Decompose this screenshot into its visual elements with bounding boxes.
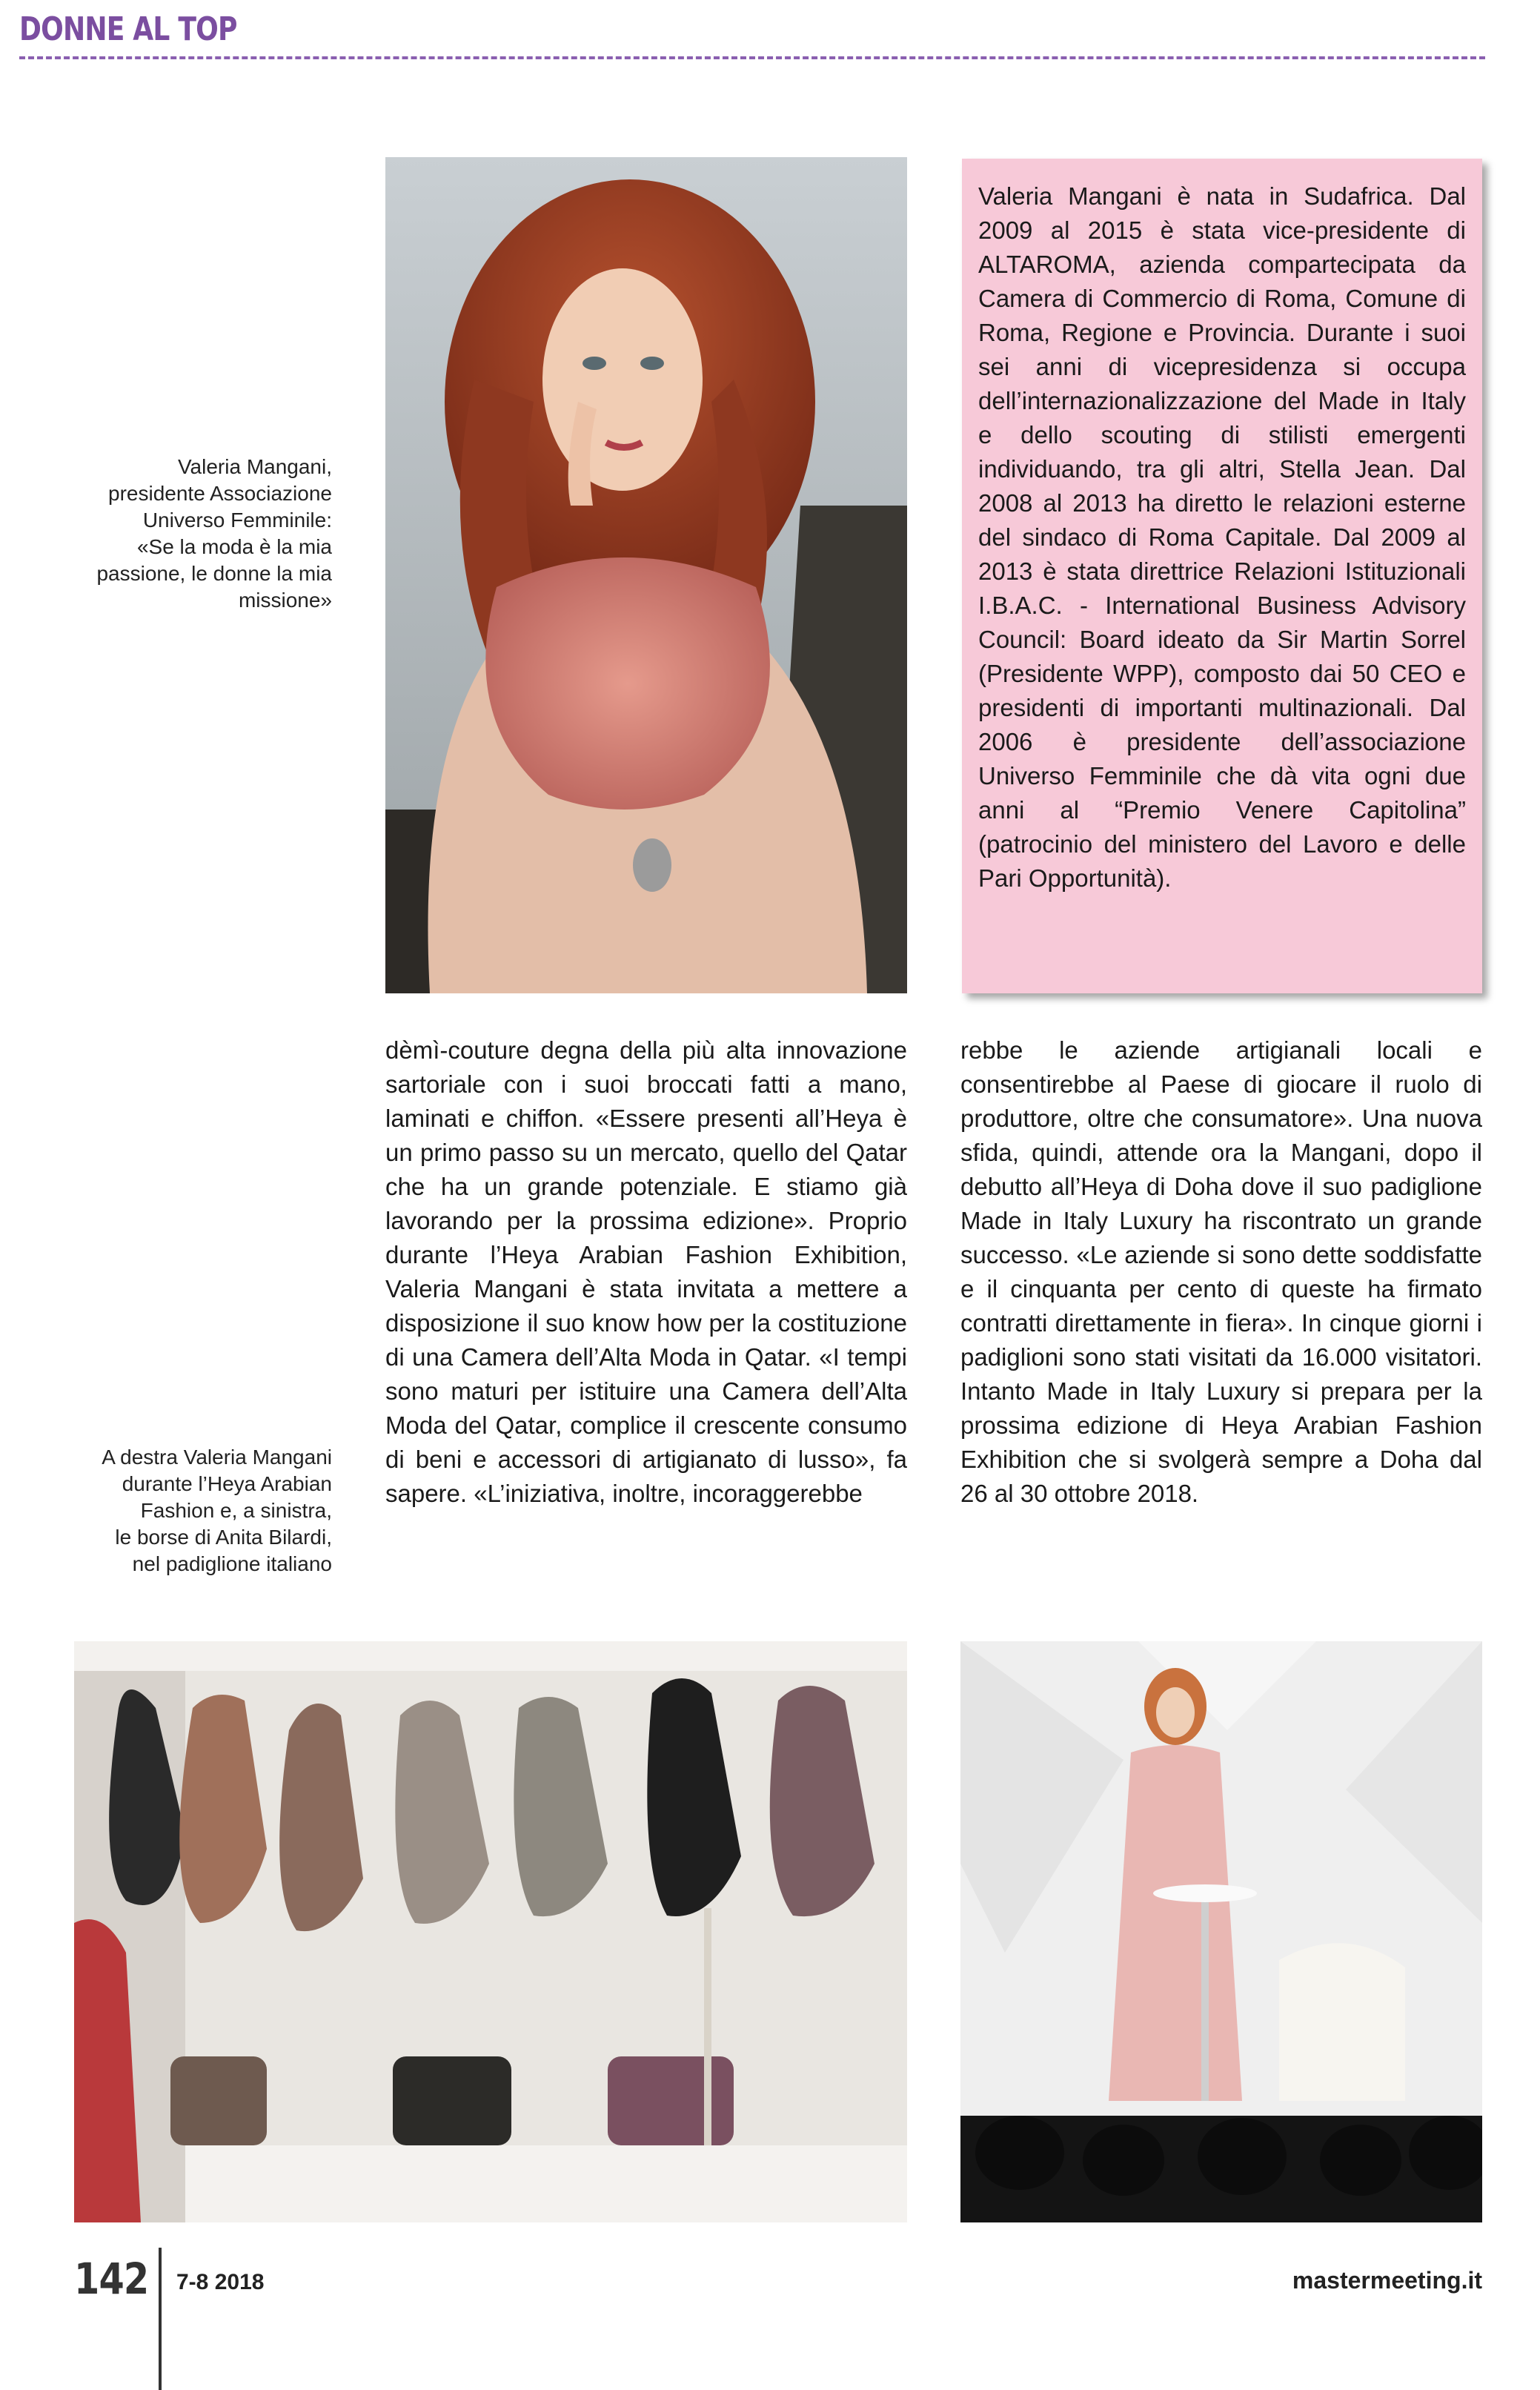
article-column-2: rebbe le aziende artigianali locali e consentirebbe al Paese di giocare il ruolo di produttore, oltre che consumatore». Una nuova sfida, quindi, attende ora la Mangani, dopo il debutto all’Heya di Doha dove il suo padiglione Made in Italy Luxury ha riscontrato un grande successo. «Le aziende si sono dette soddisfatte e il cinquanta per cento di queste ha firmato contratti direttamente in fiera». In cinque giorni i padiglioni sono stati visitati da 16.000 visitatori. Intanto Made in Italy Luxury si prepara per la prossima edizione di Heya Arabian Fashion Exhibition che si svolgerà sempre a Doha dal 26 al 30 ottobre 2018. <box>960 1036 1482 1507</box>
bio-box <box>962 159 1482 993</box>
caption-line: presidente Associazione <box>108 482 332 505</box>
section-title: DONNE AL TOP <box>19 10 237 48</box>
bags-caption <box>44 1444 332 1578</box>
caption-line: Valeria Mangani, <box>177 455 332 478</box>
issue-date: 7-8 2018 <box>176 2270 265 2294</box>
page-number: 142 <box>74 2254 149 2304</box>
caption-line: le borse di Anita Bilardi, <box>115 1526 332 1549</box>
caption-line: missione» <box>238 589 332 612</box>
bio-text: Valeria Mangani è nata in Sudafrica. Dal 2009 al 2015 è stata vice-presidente di ALTAROMA, azienda compartecipata da Camera di Commercio di Roma, Comune di Roma, Regione e Provincia. Durante i suoi sei anni di vicepresidenza si occupa dell’internazionalizzazione del Made in Italy e dello scouting di stilisti emergenti individuando, tra gli altri, Stella Jean. Dal 2008 al 2013 ha diretto le relazioni esterne del sindaco di Roma Capitale. Dal 2009 al 2013 è stata direttrice Relazioni Istituzionali I.B.A.C. - International Business Advisory Council: Board ideato da Sir Martin Sorrel (Presidente WPP), composto dai 50 CEO e presidenti di importanti multinazionali. Dal 2006 è presidente dell’associazione Universo Femminile che dà vita ogni due anni al “Premio Venere Capitolina” (patrocinio del ministero del Lavoro e delle Pari Opportunità). <box>978 182 1466 892</box>
caption-line: nel padiglione italiano <box>132 1552 332 1575</box>
website-link[interactable]: mastermeeting.it <box>1292 2267 1482 2294</box>
handbags-photo <box>74 1641 907 2222</box>
article-column-1: dèmì-couture degna della più alta innovazione sartoriale con i suoi broccati fatti a mano, laminati e chiffon. «Essere presenti all’Heya è un primo passo su un mercato, quello del Qatar che ha un grande potenziale. E stiamo già lavorando per la prossima edizione». Proprio durante l’Heya Arabian Fashion Exhibition, Valeria Mangani è stata invitata a mettere a disposizione il suo know how per la costituzione di una Camera dell’Alta Moda in Qatar. «I tempi sono maturi per istituire una Camera dell’Alta Moda del Qatar, complice il crescente consumo di beni e accessori di artigianato di lusso», fa sapere. «L’iniziativa, inoltre, incoraggerebbe <box>385 1036 907 1507</box>
footer-divider <box>159 2248 162 2390</box>
caption-line: Fashion e, a sinistra, <box>140 1499 332 1522</box>
caption-line: «Se la moda è la mia <box>136 535 332 558</box>
header-divider <box>19 56 1485 59</box>
portrait-caption <box>44 454 332 614</box>
speaker-photo <box>960 1641 1482 2222</box>
portrait-photo <box>385 157 907 993</box>
caption-line: passione, le donne la mia <box>96 562 332 585</box>
caption-line: durante l’Heya Arabian <box>122 1472 332 1495</box>
caption-line: Universo Femminile: <box>142 509 332 532</box>
caption-line: A destra Valeria Mangani <box>102 1446 332 1469</box>
